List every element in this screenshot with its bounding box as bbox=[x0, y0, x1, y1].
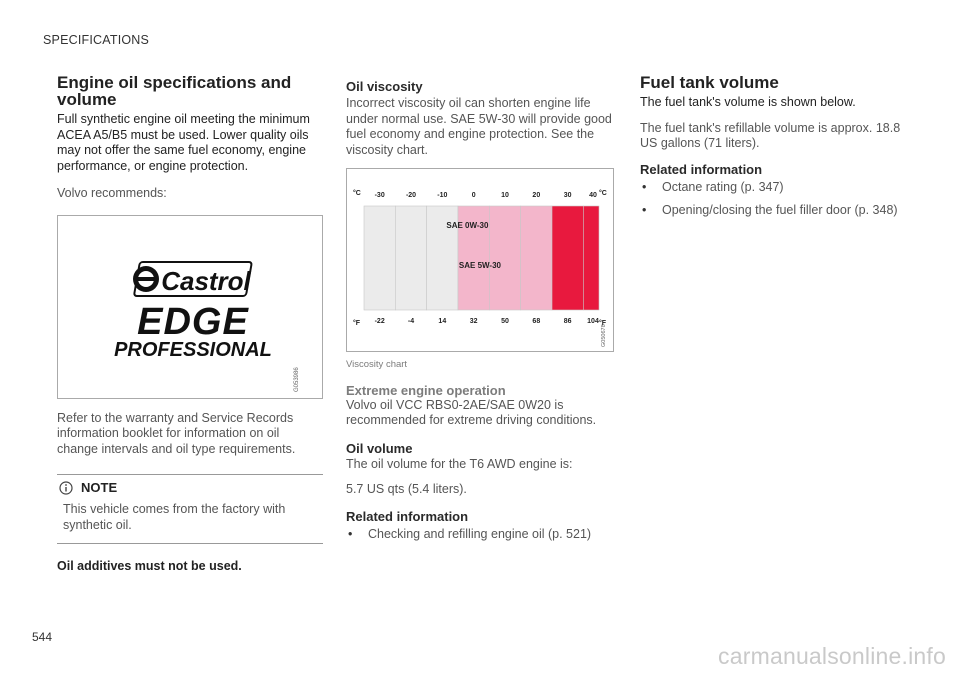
chart-unit-celsius-left: °C bbox=[353, 190, 361, 197]
oil-volume-value: 5.7 US qts (5.4 liters). bbox=[346, 482, 467, 496]
related-link-refill-oil[interactable]: • Checking and refilling engine oil (p. 521) bbox=[346, 527, 614, 543]
chart-band-7 bbox=[583, 206, 599, 310]
viscosity-chart-frame bbox=[346, 168, 614, 352]
related-info-title-fuel: Related information bbox=[640, 161, 763, 177]
note-header bbox=[57, 478, 323, 498]
engine-oil-column bbox=[57, 74, 323, 575]
chart-image-code: G050678 bbox=[601, 324, 607, 347]
chart-tick-fahrenheit: -4 bbox=[407, 318, 415, 325]
chart-tick-fahrenheit: 32 bbox=[469, 318, 478, 325]
note-box bbox=[57, 474, 323, 544]
logo-brand-text: Castrol bbox=[161, 265, 251, 296]
oil-viscosity-column bbox=[346, 79, 614, 550]
castrol-logo-image bbox=[57, 215, 323, 399]
fuel-tank-intro: The fuel tank's volume is shown below. bbox=[640, 95, 856, 109]
chart-tick-celsius: -30 bbox=[374, 192, 385, 199]
chart-tick-celsius: 10 bbox=[501, 192, 509, 199]
chart-band-0 bbox=[364, 206, 395, 310]
chart-tick-celsius: 20 bbox=[532, 192, 541, 199]
oil-viscosity-text: Incorrect viscosity oil can shorten engine life under normal use. SAE 5W-30 will provide good fuel economy and engine protection. See the viscosity chart. bbox=[346, 96, 612, 157]
extreme-operation-text: Volvo oil VCC RBS0-2AE/SAE 0W20 is recommended for extreme driving conditions. bbox=[346, 397, 597, 427]
watermark: carmanualsonline.info bbox=[718, 643, 946, 669]
logo-line2-text: PROFESSIONAL bbox=[114, 338, 272, 361]
viscosity-chart-caption: Viscosity chart bbox=[346, 359, 408, 370]
logo-line1-text: EDGE bbox=[137, 300, 249, 343]
fuel-tank-column bbox=[640, 74, 910, 227]
warranty-text: Refer to the warranty and Service Records information booklet for information on oil change intervals and oil type requirements. bbox=[57, 410, 296, 456]
info-circle-icon bbox=[59, 481, 73, 495]
oil-viscosity-title: Oil viscosity bbox=[346, 79, 423, 94]
castrol-edge-logo bbox=[58, 216, 322, 398]
viscosity-chart bbox=[347, 169, 613, 351]
chart-tick-fahrenheit: 86 bbox=[563, 318, 572, 325]
oil-additives-warning: Oil additives must not be used. bbox=[57, 559, 242, 573]
fuel-tank-title: Fuel tank volume bbox=[640, 73, 779, 92]
related-link-fuel-filler-door[interactable]: • Opening/closing the fuel filler door (p. 348) bbox=[640, 203, 910, 219]
related-info-title-oil: Related information bbox=[346, 508, 469, 524]
viscosity-grade-label: SAE 5W-30 bbox=[458, 261, 501, 270]
chart-unit-fahrenheit-left: °F bbox=[353, 320, 361, 327]
engine-oil-intro: Full synthetic engine oil meeting the minimum ACEA A5/B5 must be used. Lower quality oils may not offer the same fuel economy, engine performance, or engine protection. bbox=[57, 112, 310, 173]
oil-volume-title: Oil volume bbox=[346, 440, 413, 456]
note-text: This vehicle comes from the factory with synthetic oil. bbox=[63, 502, 286, 532]
chart-band-1 bbox=[395, 206, 426, 310]
extreme-operation-title: Extreme engine operation bbox=[346, 382, 506, 398]
chart-tick-fahrenheit: 104 bbox=[587, 318, 599, 325]
related-info-list-fuel bbox=[640, 180, 910, 219]
chart-tick-celsius: -20 bbox=[405, 192, 417, 199]
page-number: 544 bbox=[32, 630, 53, 644]
oil-volume-text: The oil volume for the T6 AWD engine is: bbox=[346, 456, 573, 471]
chart-unit-celsius-right: °C bbox=[599, 190, 607, 197]
viscosity-grade-label: SAE 0W-30 bbox=[446, 221, 489, 230]
related-link-octane-rating[interactable]: • Octane rating (p. 347) bbox=[640, 180, 910, 196]
fuel-tank-text: The fuel tank's refillable volume is approx. 18.8 US gallons (71 liters). bbox=[640, 120, 901, 150]
chart-tick-celsius: 40 bbox=[589, 192, 597, 199]
chart-tick-celsius: -10 bbox=[437, 192, 448, 199]
related-info-list-oil bbox=[346, 527, 614, 543]
chart-tick-fahrenheit: 50 bbox=[501, 318, 509, 325]
chart-tick-celsius: 30 bbox=[563, 192, 572, 199]
chart-tick-fahrenheit: 68 bbox=[532, 318, 541, 325]
volvo-recommends: Volvo recommends: bbox=[57, 186, 167, 200]
logo-image-code: G053986 bbox=[294, 366, 300, 392]
chart-tick-fahrenheit: -22 bbox=[374, 318, 385, 325]
chart-band-5 bbox=[521, 206, 552, 310]
chart-tick-fahrenheit: 14 bbox=[438, 318, 447, 325]
chart-band-6 bbox=[552, 206, 583, 310]
section-header: SPECIFICATIONS bbox=[43, 33, 150, 47]
engine-oil-title: Engine oil specifications and volume bbox=[57, 73, 292, 109]
chart-tick-celsius: 0 bbox=[471, 192, 476, 199]
chart-unit-fahrenheit-right: °F bbox=[599, 320, 607, 327]
note-title: NOTE bbox=[81, 480, 118, 496]
chart-band-4 bbox=[489, 206, 520, 310]
